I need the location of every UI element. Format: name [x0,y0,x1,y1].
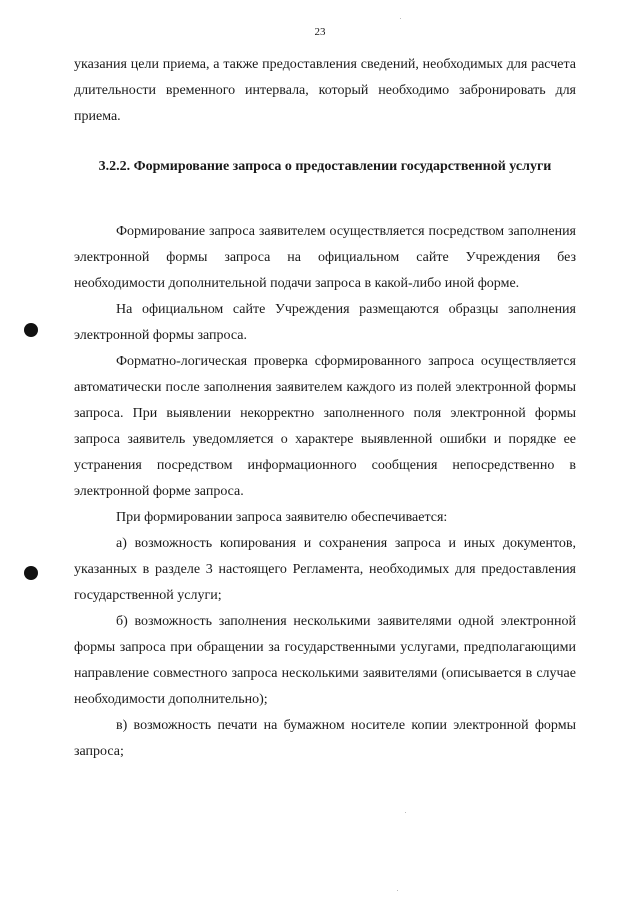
list-item-a: а) возможность копирования и сохранения запроса и иных документов, указанных в разделе 3 настоящего Регламента, необходимых для предоставления государственной услуги; [74,536,576,603]
punch-hole-mark [24,323,38,337]
paragraph-samples: На официальном сайте Учреждения размещаются образцы заполнения электронной формы запроса. [74,302,576,343]
paragraph-format-check: Форматно-логическая проверка сформированного запроса осуществляется автоматически после заполнения заявителем каждого из полей электронной формы запроса. При выявлении некорректно заполненного поля электронной формы запроса заявитель уведомляется о характере выявленной ошибки и порядке ее устранения посредством информационного сообщения непосредственно в электронной форме запроса. [74,354,576,499]
paragraph-provisions-intro: При формировании запроса заявителю обеспечивается: [116,510,448,525]
scan-speck [405,812,406,813]
list-item-b: б) возможность заполнения несколькими заявителями одной электронной формы запроса при обращении за государственными услугами, предполагающими направление совместного запроса несколькими заявителями (описывается в случае необходимости дополнительно); [74,614,576,707]
intro-paragraph: указания цели приема, а также предоставления сведений, необходимых для расчета длительности временного интервала, который необходимо забронировать для приема. [74,57,576,124]
punch-hole-mark [24,566,38,580]
list-item-v: в) возможность печати на бумажном носителе копии электронной формы запроса; [74,718,576,759]
scan-speck [400,18,401,19]
section-heading: 3.2.2. Формирование запроса о предоставлении государственной услуги [98,159,552,174]
paragraph-request-formation: Формирование запроса заявителем осуществляется посредством заполнения электронной формы запроса на официальном сайте Учреждения без необходимости дополнительной подачи запроса в какой-либо иной форме. [74,224,576,291]
page-number: 23 [314,26,326,38]
intro-block [74,52,576,130]
scan-speck [397,890,398,891]
body-text [74,219,576,765]
